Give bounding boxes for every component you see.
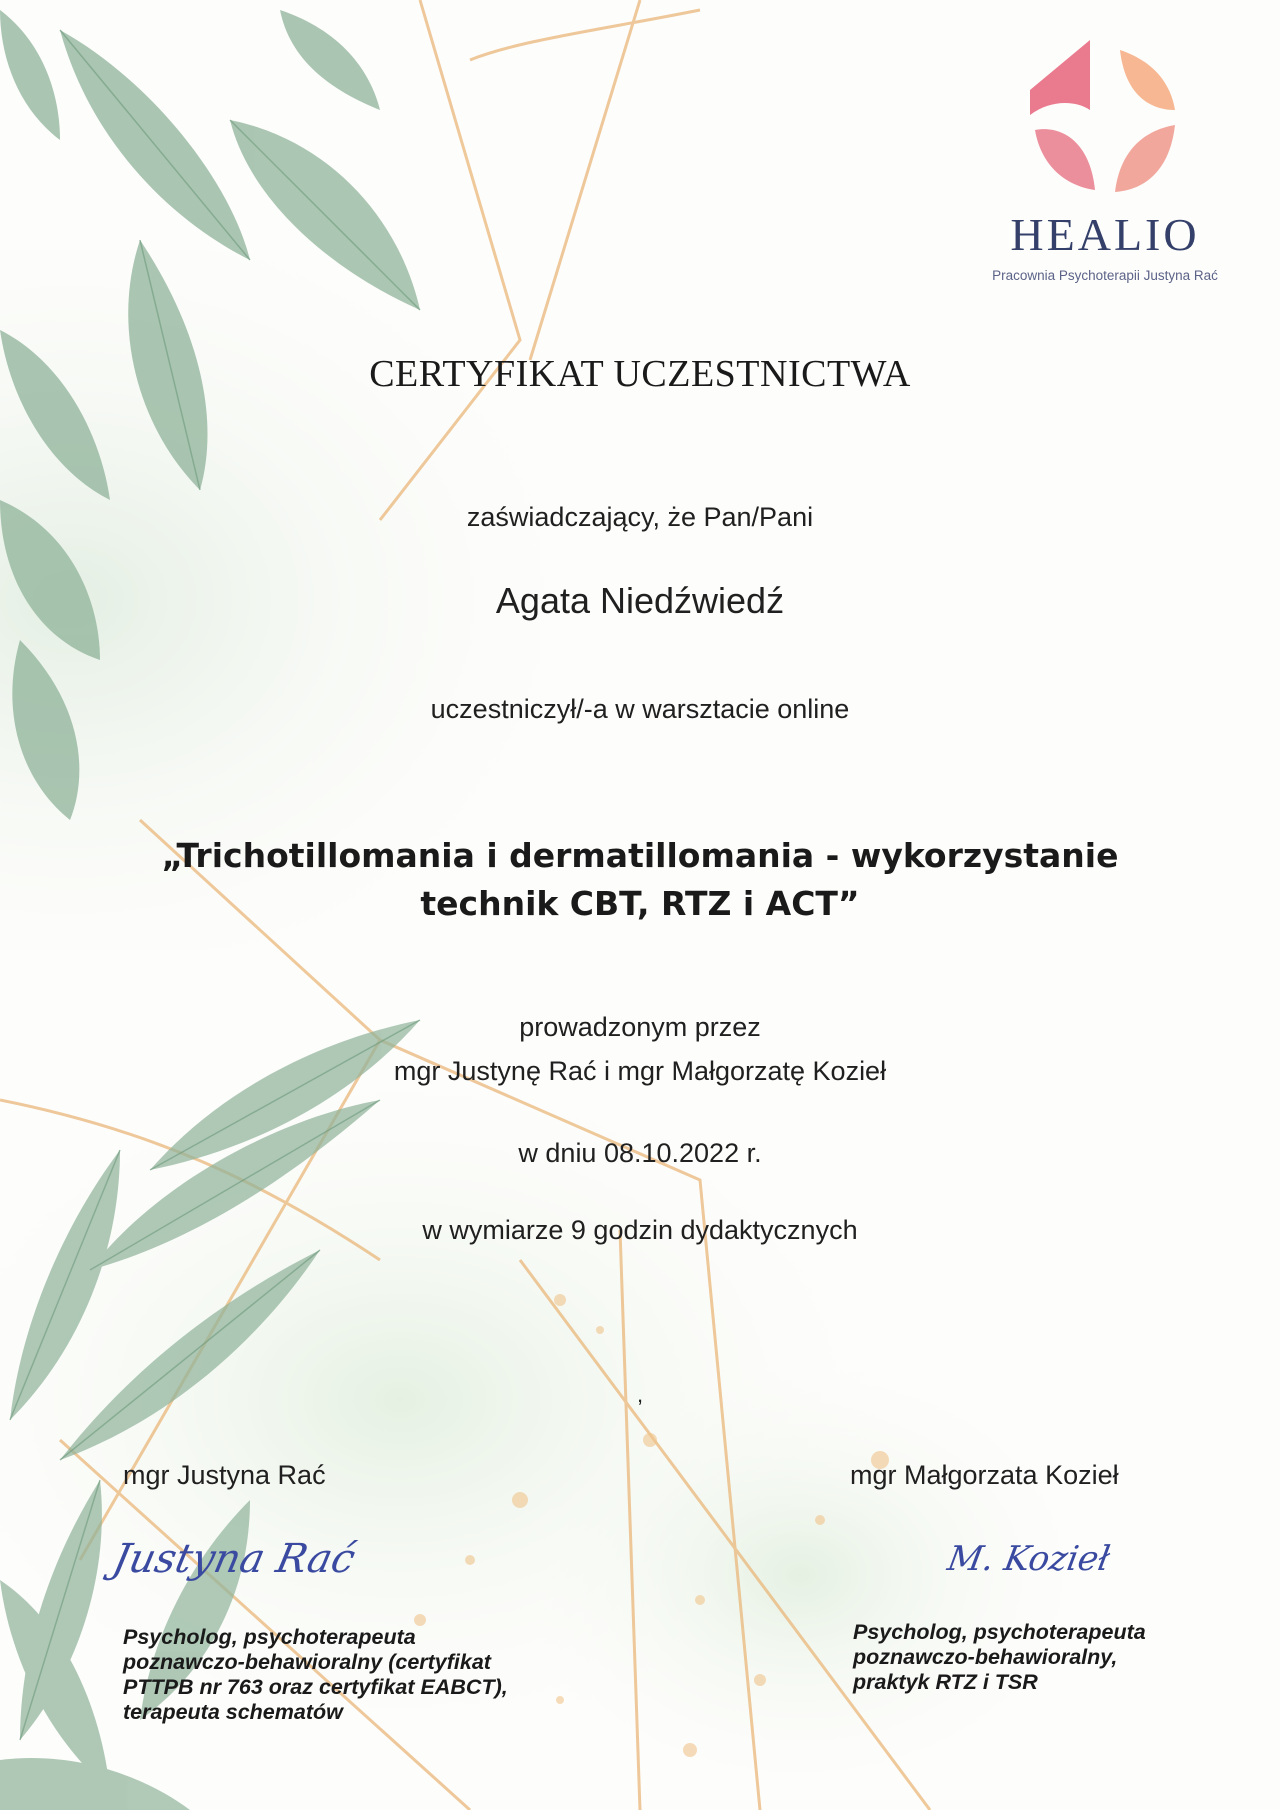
participant-name: Agata Niedźwiedź [495, 580, 785, 621]
right-signature-text: M. Kozieł [944, 1539, 1113, 1579]
right-signatory-name: mgr Małgorzata Kozieł [850, 1460, 1119, 1490]
left-desc-line: poznawczo-behawioralny (certyfikat [123, 1650, 491, 1674]
hours-line: w wymiarze 9 godzin dydaktycznych [422, 1215, 858, 1245]
right-handwritten-signature [944, 1520, 1113, 1590]
workshop-title-line-2: technik CBT, RTZ i ACT” [420, 884, 860, 923]
left-desc-line: PTTPB nr 763 oraz certyfikat EABCT), [123, 1675, 508, 1699]
leaders-line: mgr Justynę Rać i mgr Małgorzatę Kozieł [393, 1056, 887, 1086]
right-desc-line: Psycholog, psychoterapeuta [853, 1620, 1146, 1644]
attest-line: zaświadczający, że Pan/Pani [466, 502, 814, 532]
healio-logo [960, 30, 1250, 290]
date-line: w dniu 08.10.2022 r. [518, 1138, 762, 1168]
left-handwritten-signature [108, 1520, 360, 1600]
workshop-title-line-1: „Trichotillomania i dermatillomania - wykorzystanie [161, 836, 1119, 875]
logo-subtitle: Pracownia Psychoterapii Justyna Rać [992, 268, 1218, 283]
participation-line: uczestniczył/-a w warsztacie online [430, 694, 850, 724]
left-signature-text: Justyna Rać [108, 1534, 360, 1582]
left-signatory-name: mgr Justyna Rać [123, 1460, 326, 1490]
right-desc-line: poznawczo-behawioralny, [853, 1645, 1118, 1669]
healio-logo-mark-icon [1020, 30, 1190, 200]
workshop-title [0, 832, 1280, 928]
right-signatory-description [853, 1620, 1213, 1695]
left-desc-line: Psycholog, psychoterapeuta [123, 1625, 416, 1649]
left-desc-line: terapeuta schematów [123, 1700, 343, 1724]
led-by-line: prowadzonym przez [519, 1012, 761, 1042]
logo-wordmark: HEALIO [1010, 209, 1200, 260]
right-desc-line: praktyk RTZ i TSR [853, 1670, 1038, 1694]
stray-mark: , [636, 1382, 644, 1407]
certificate-title: CERTYFIKAT UCZESTNICTWA [369, 353, 911, 395]
left-signatory-description [123, 1625, 583, 1725]
